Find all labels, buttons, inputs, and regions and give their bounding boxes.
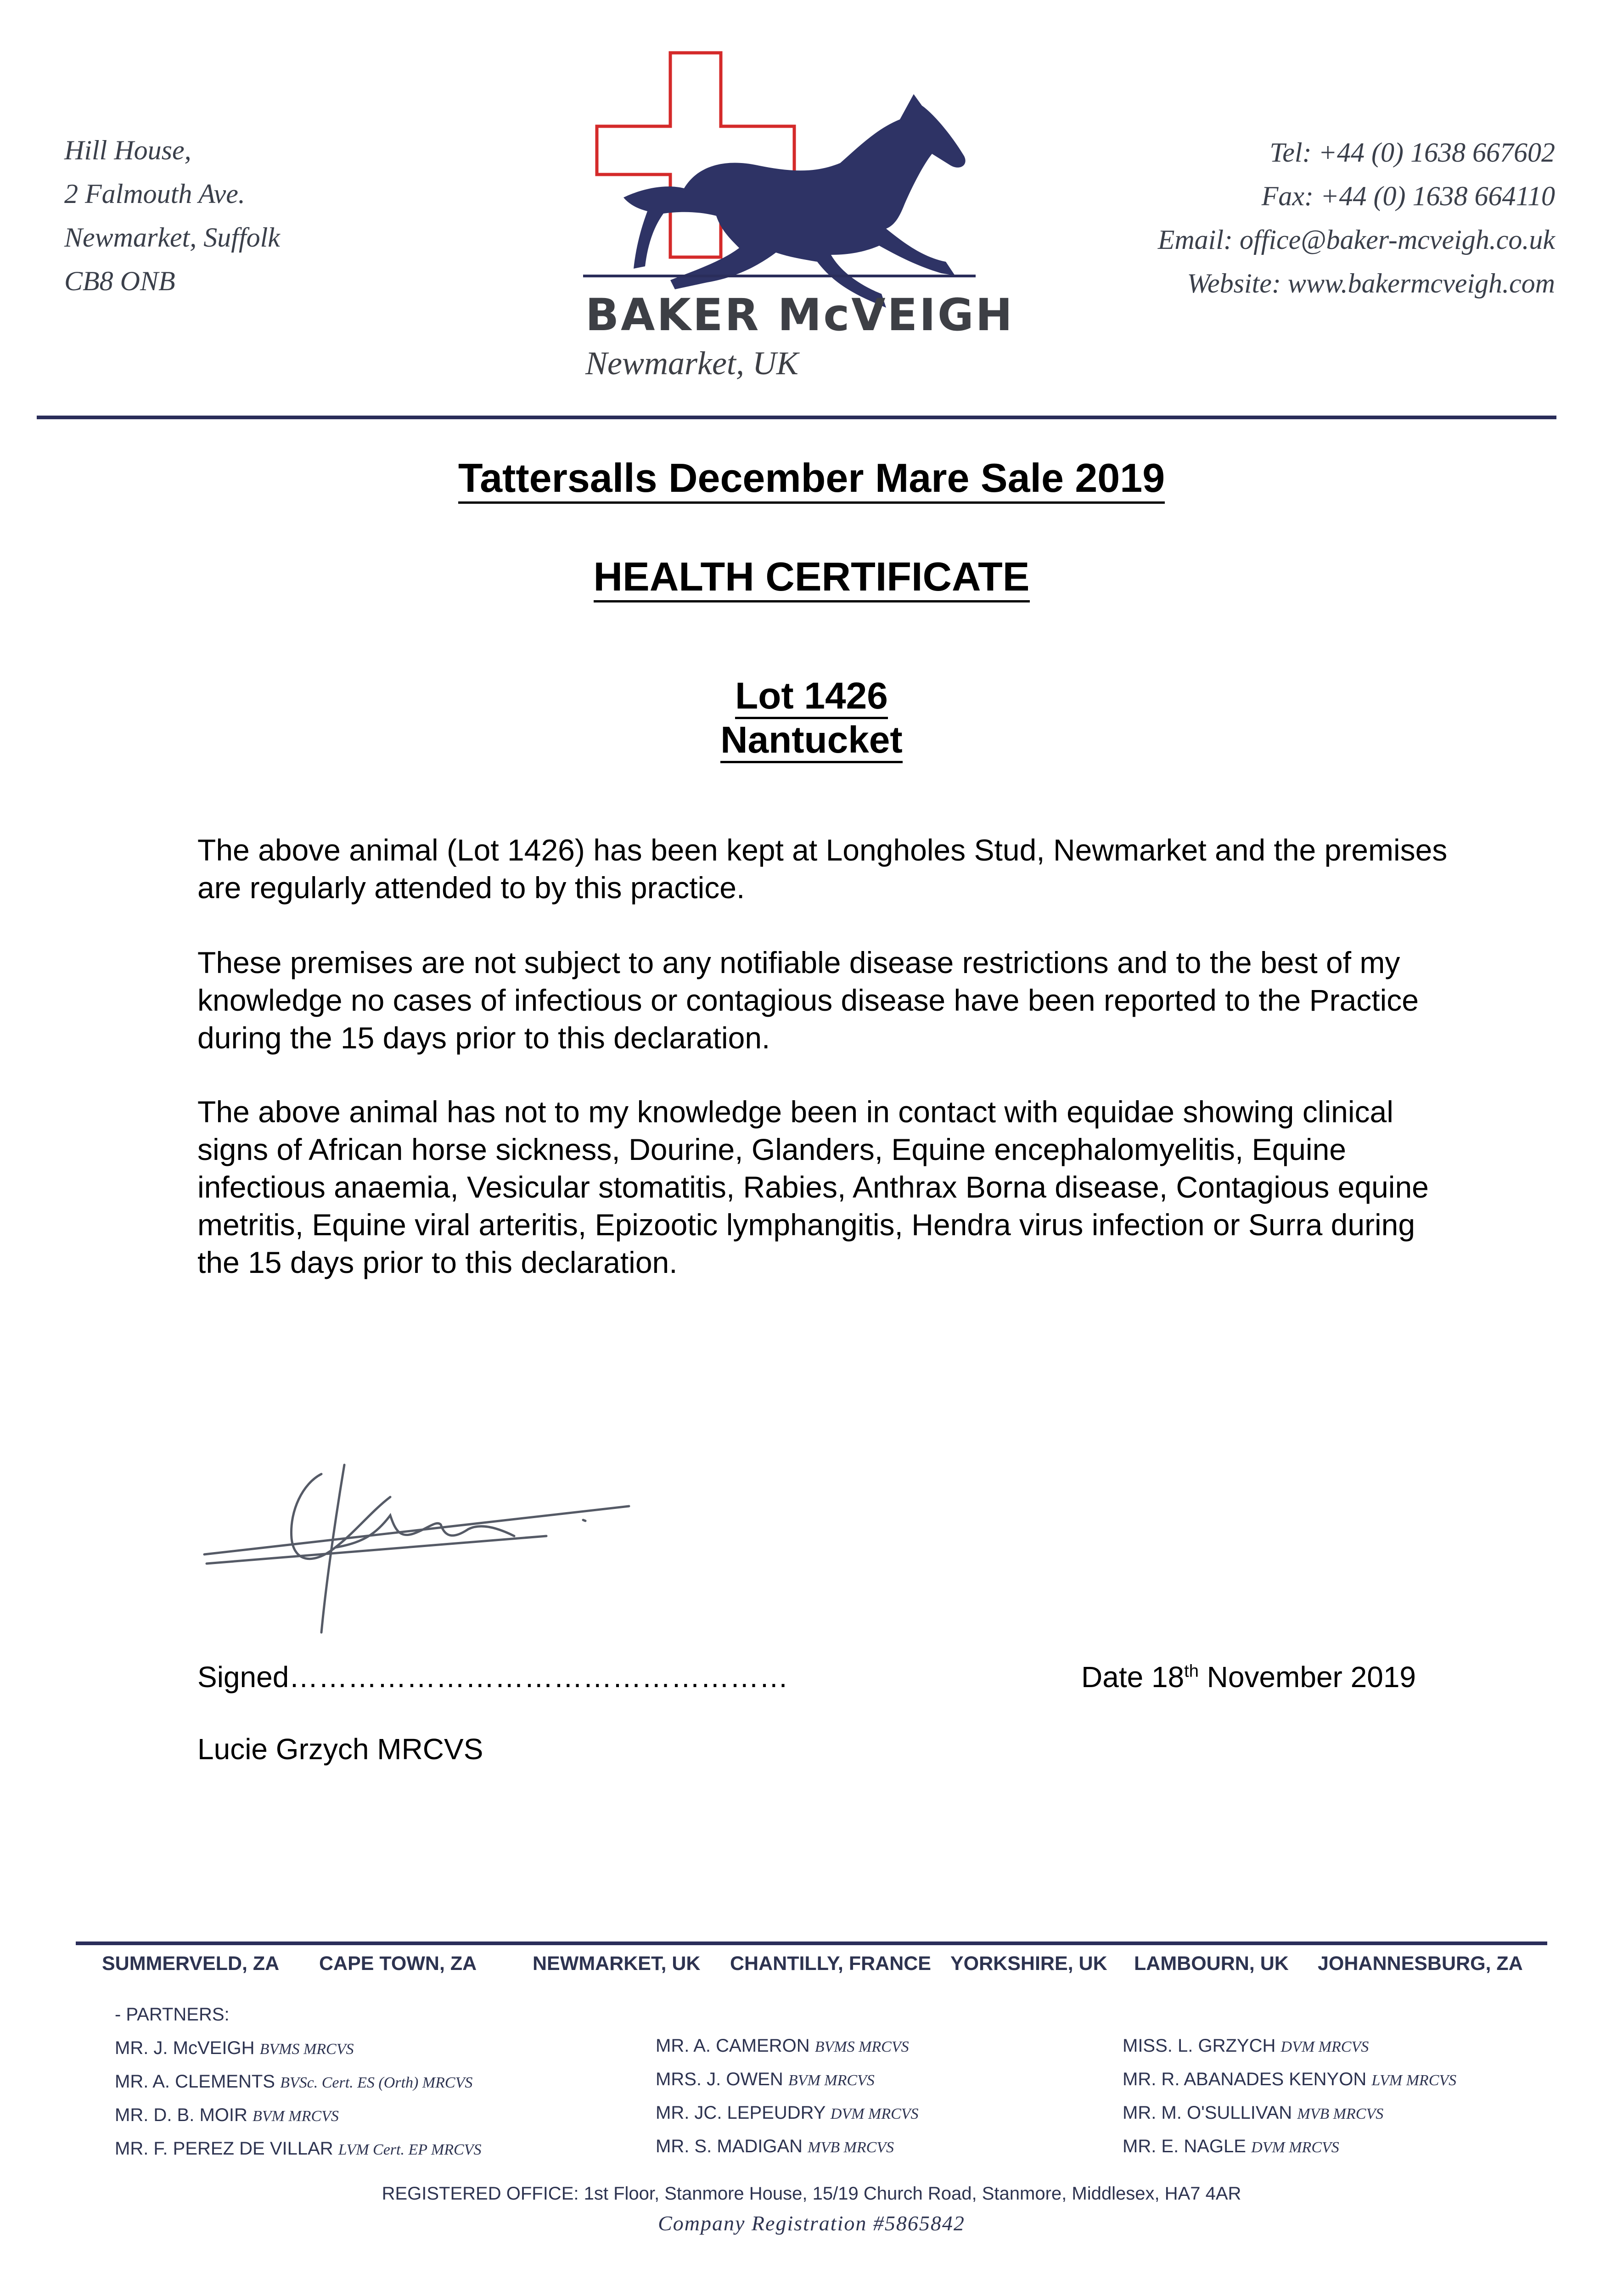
partner-entry: MR. E. NAGLE DVM MRCVS (1123, 2136, 1339, 2156)
signed-line: Signed…………………………………………… (197, 1660, 789, 1694)
address-line: Hill House, (64, 135, 191, 165)
address-line: 2 Falmouth Ave. (64, 179, 245, 209)
partner-entry: MISS. L. GRZYCH DVM MRCVS (1123, 2036, 1369, 2056)
location-johannesburg: JOHANNESBURG, ZA (1318, 1953, 1523, 1975)
partner-entry: MR. M. O'SULLIVAN MVB MRCVS (1123, 2103, 1384, 2123)
sender-address (64, 129, 280, 303)
address-line: Newmarket, Suffolk (64, 222, 280, 253)
partner-entry: MR. A. CLEMENTS BVSc. Cert. ES (Orth) MRCVS (115, 2071, 473, 2092)
location-chantilly: CHANTILLY, FRANCE (730, 1953, 931, 1975)
phone-number: Tel: +44 (0) 1638 667602 (1269, 137, 1555, 168)
footer-divider (76, 1941, 1547, 1945)
paragraph-diseases: The above animal has not to my knowledge been in contact with equidae showing clinical signs of African horse sickness, Dourine, Glanders, Equine encephalomyelitis, Equine infectious anaemia, Vesicular stomatitis, Rabies, Anthrax Borna disease, Contagious equine metritis, Equine viral arteritis, Epizootic lymphangitis, Hendra virus infection or Surra during the 15 days prior to this declaration. (197, 1095, 1429, 1279)
address-line: CB8 ONB (64, 266, 175, 296)
location-newmarket: NEWMARKET, UK (533, 1953, 701, 1975)
location-cape-town: CAPE TOWN, ZA (319, 1953, 477, 1975)
partner-entry: MRS. J. OWEN BVM MRCVS (656, 2069, 875, 2089)
partners-column-1 (115, 2032, 481, 2166)
header-divider (37, 416, 1556, 419)
contact-details (1158, 131, 1555, 305)
partner-entry: MR. S. MADIGAN MVB MRCVS (656, 2136, 894, 2156)
partner-entry: MR. R. ABANADES KENYON LVM MRCVS (1123, 2069, 1457, 2089)
signer-name: Lucie Grzych MRCVS (197, 1733, 483, 1766)
brand-name: BAKER McVEIGH (585, 289, 1014, 341)
location-yorkshire: YORKSHIRE, UK (950, 1953, 1107, 1975)
handwritten-signature (197, 1456, 638, 1639)
brand-location: Newmarket, UK (585, 345, 798, 382)
partner-entry: MR. A. CAMERON BVMS MRCVS (656, 2036, 909, 2056)
email-address[interactable]: Email: office@baker-mcveigh.co.uk (1157, 225, 1555, 255)
location-lambourn: LAMBOURN, UK (1134, 1953, 1289, 1975)
horse-name: Nantucket (0, 718, 1623, 762)
certificate-title: HEALTH CERTIFICATE (0, 553, 1623, 600)
registered-office: REGISTERED OFFICE: 1st Floor, Stanmore House, 15/19 Church Road, Stanmore, Middlesex, HA7 4AR (382, 2183, 1241, 2204)
partner-entry: MR. JC. LEPEUDRY DVM MRCVS (656, 2103, 919, 2123)
website-link[interactable]: Website: www.bakermcveigh.com (1187, 268, 1555, 298)
partner-entry: MR. D. B. MOIR BVM MRCVS (115, 2105, 339, 2125)
company-registration: Company Registration #5865842 (658, 2212, 965, 2235)
logo-rule (583, 275, 976, 277)
location-summerveld: SUMMERVELD, ZA (102, 1953, 280, 1975)
partner-entry: MR. J. McVEIGH BVMS MRCVS (115, 2038, 354, 2058)
paragraph-premises: The above animal (Lot 1426) has been kept at Longholes Stud, Newmarket and the premises are regularly attended to by this practice. (197, 833, 1448, 905)
partners-column-2 (656, 2030, 919, 2164)
signature-date: Date 18th November 2019 (1081, 1660, 1416, 1694)
partners-column-3 (1123, 2030, 1456, 2164)
paragraph-restrictions: These premises are not subject to any notifiable disease restrictions and to the best of my knowledge no cases of infectious or contagious disease have been reported to the Practice during the 15 days prior to this declaration. (197, 945, 1419, 1055)
partners-label: - PARTNERS: (115, 2004, 230, 2025)
fax-number: Fax: +44 (0) 1638 664110 (1261, 181, 1555, 211)
partner-entry: MR. F. PEREZ DE VILLAR LVM Cert. EP MRCVS (115, 2138, 482, 2159)
lot-number: Lot 1426 (0, 674, 1623, 718)
sale-title: Tattersalls December Mare Sale 2019 (0, 455, 1623, 501)
